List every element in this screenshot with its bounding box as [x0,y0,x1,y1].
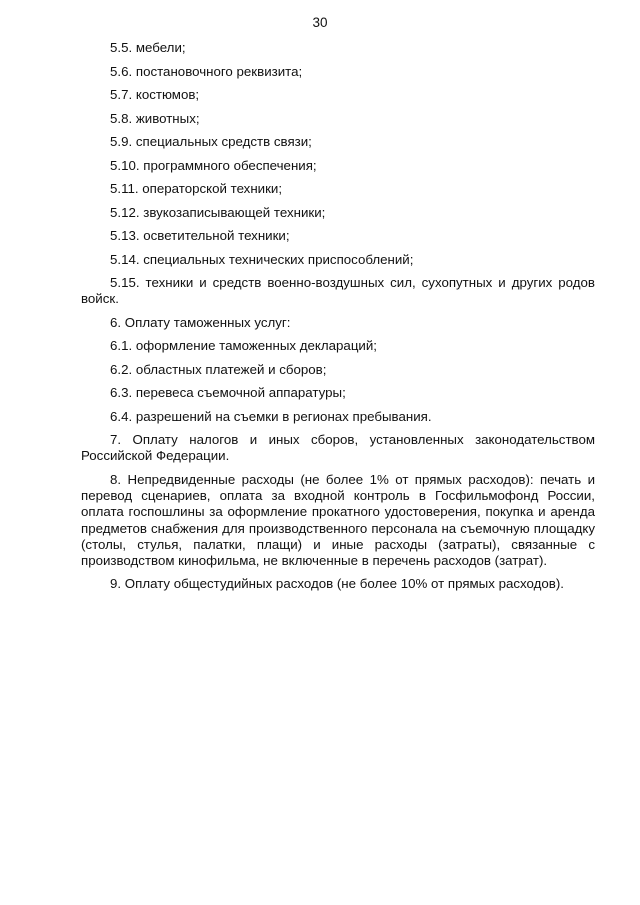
paragraph-8: 8. Непредвиденные расходы (не более 1% от прямых расходов): печать и перевод сценариев, оплата за входной контроль в Госфильмофонд России, оплата госпошлины за оформление прокатного удостоверения, покупка и аренда предметов снабжения для производственного персонала на съемочную площадку (столы, стулья, палатки, плащи) и иные расходы (затраты), связанные с производством кинофильма, не включенные в перечень расходов (затрат). [81,471,595,568]
document-body [81,40,595,600]
paragraph-6-1: 6.1. оформление таможенных деклараций; [110,338,377,354]
paragraph-5-11: 5.11. операторской техники; [110,181,283,196]
paragraph-6-2: 6.2. областных платежей и сборов; [110,361,327,377]
paragraph-5-9: 5.9. специальных средств связи; [110,134,312,149]
paragraph-6-3: 6.3. перевеса съемочной аппаратуры; [110,385,346,401]
paragraph-5-8: 5.8. животных; [110,110,200,126]
paragraph-7: 7. Оплату налогов и иных сборов, установленных законодательством Российской Федерации. [81,432,595,464]
paragraph-5-13: 5.13. осветительной техники; [110,228,290,243]
paragraph-5-6: 5.6. постановочного реквизита; [110,63,303,79]
page-number: 30 [312,15,328,30]
paragraph-5-15: 5.15. техники и средств военно-воздушных сил, сухопутных и других родов войск. [81,275,595,307]
paragraph-6-4: 6.4. разрешений на съемки в регионах пребывания. [110,408,432,424]
paragraph-6: 6. Оплату таможенных услуг: [110,314,291,330]
paragraph-5-14: 5.14. специальных технических приспособлений; [110,251,414,267]
paragraph-5-7: 5.7. костюмов; [110,87,200,102]
paragraph-9: 9. Оплату общестудийных расходов (не более 10% от прямых расходов). [110,576,564,592]
paragraph-5-10: 5.10. программного обеспечения; [110,157,317,173]
paragraph-5-5: 5.5. мебели; [110,40,186,55]
paragraph-5-12: 5.12. звукозаписывающей техники; [110,204,326,220]
